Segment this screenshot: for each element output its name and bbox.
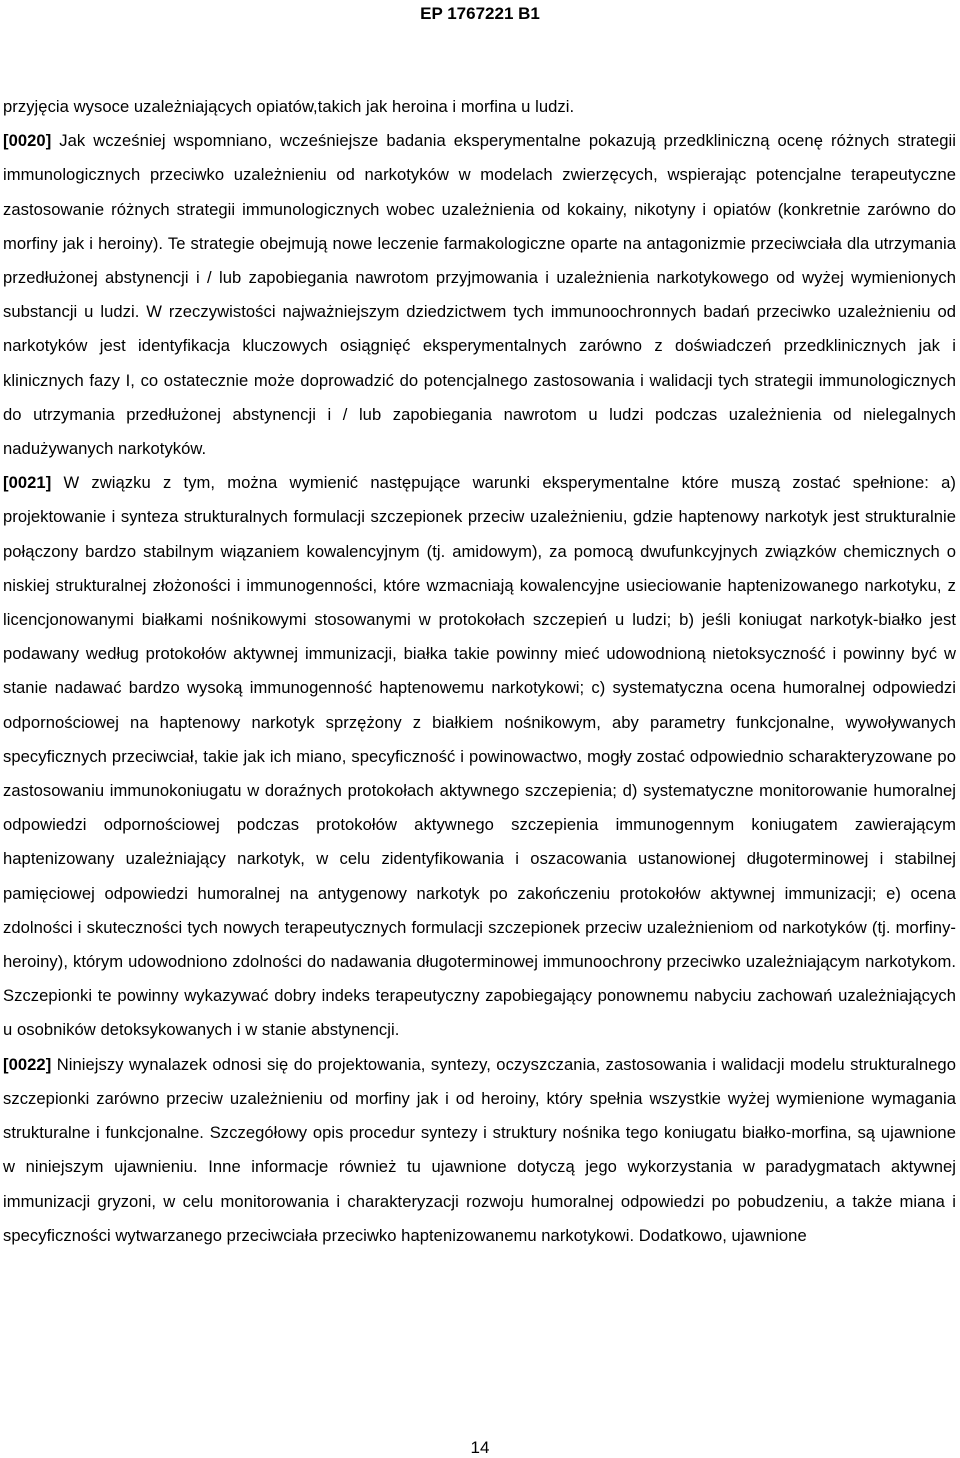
- paragraph-text: Niniejszy wynalazek odnosi się do projektowania, syntezy, oczyszczania, zastosowania i walidacji modelu strukturalnego szczepionki zarówno przeciw uzależnieniu od morfiny jak i od heroiny, który spełnia wszystkie wyżej wymienione wymagania strukturalne i funkcjonalne. Szczegółowy opis procedur syntezy i struktury nośnika tego koniugatu białko-morfina, są ujawnione w niniejszym ujawnieniu. Inne informacje również tu ujawnione dotyczą jego wykorzystania w paradygmatach aktywnej immunizacji gryzoni, w celu monitorowania i charakteryzacji rozwoju humoralnej odpowiedzi po pobudzeniu, a także miana i specyficzności wytwarzanego przeciwciała przeciwko haptenizowanemu narkotykowi. Dodatkowo, ujawnione: [3, 1054, 956, 1245]
- paragraph-0020: [3, 124, 956, 466]
- page-number: 14: [470, 1438, 490, 1457]
- paragraph-text: W związku z tym, można wymienić następujące warunki eksperymentalne które muszą zostać spełnione: a) projektowanie i synteza strukturalnych formulacji szczepionek przeciw uzależnieniu, gdzie haptenowy narkotyk jest strukturalnie połączony bardzo stabilnym wiązaniem kowalencyjnym (tj. amidowym), za pomocą dwufunkcyjnych związków chemicznych o niskiej strukturalnej złożoności i immunogenności, które wzmacniają kowalencyjne usieciowanie haptenizowanego narkotyku, z licencjonowanymi białkami nośnikowymi stosowanymi w protokołach szczepień u ludzi; b) jeśli koniugat narkotyk-białko jest podawany według protokołów aktywnej immunizacji, białka takie powinny mieć udowodnioną nietoksyczność i powinny być w stanie nadawać bardzo wysoką immunogenność haptenowemu narkotykowi; c) systematyczna ocena humoralnej odpowiedzi odpornościowej na haptenowy narkotyk sprzężony z białkiem nośnikowym, aby parametry funkcjonalne, wywoływanych specyficznych przeciwciał, takie jak ich miano, specyficzność i powinowactwo, mogły zostać odpowiednio scharakteryzowane po zastosowaniu immunokoniugatu w doraźnych protokołach aktywnego szczepienia; d) systematyczne monitorowanie humoralnej odpowiedzi odpornościowej podczas protokołów aktywnego szczepienia immunogennym koniugatem zawierającym haptenizowany uzależniający narkotyk, w celu zidentyfikowania i oszacowania ustanowionej długoterminowej i stabilnej pamięciowej odpowiedzi humoralnej na antygenowy narkotyk po zakończeniu protokołów aktywnej immunizacji; e) ocena zdolności i skuteczności tych nowych terapeutycznych formulacji szczepionek przeciw uzależnieniom od narkotyków (tj. morfiny-heroiny), którym udowodniono zdolności do nadawania długoterminowej immunoochrony przeciwko uzależniającym narkotykom. Szczepionki te powinny wykazywać dobry indeks terapeutyczny zapobiegający ponownemu nabyciu zachowań uzależniających u osobników detoksykowanych i w stanie abstynencji.: [3, 473, 956, 1040]
- paragraph-text: Jak wcześniej wspomniano, wcześniejsze badania eksperymentalne pokazują przedkliniczną ocenę różnych strategii immunologicznych przeciwko uzależnieniu od narkotyków w modelach zwierzęcych, wspierając potencjalne terapeutyczne zastosowanie różnych strategii immunologicznych wobec uzależnienia od kokainy, nikotyny i opiatów (konkretnie zarówno do morfiny jak i heroiny). Te strategie obejmują nowe leczenie farmakologiczne oparte na antagonizmie przeciwciała dla utrzymania przedłużonej abstynencji i / lub zapobiegania nawrotom przyjmowania i uzależnienia narkotykowego od wyżej wymienionych substancji u ludzi. W rzeczywistości najważniejszym dziedzictwem tych immunoochronnych badań przeciwko uzależnieniu od narkotyków jest identyfikacja kluczowych osiągnięć eksperymentalnych zarówno z doświadczeń przedklinicznych jak i klinicznych fazy I, co ostatecznie może doprowadzić do potencjalnego zastosowania i walidacji tych strategii immunologicznych do utrzymania przedłużonej abstynencji i / lub zapobiegania nawrotom u ludzi podczas uzależnienia od nielegalnych nadużywanych narkotyków.: [3, 131, 956, 459]
- paragraph-number: [0020]: [3, 131, 52, 151]
- paragraph-0022: [3, 1048, 956, 1253]
- document-id-header: EP 1767221 B1: [420, 4, 540, 23]
- paragraph-0021: [3, 466, 956, 1047]
- intro-text: przyjęcia wysoce uzależniających opiatów,takich jak heroina i morfina u ludzi.: [3, 97, 575, 116]
- paragraph-number: [0021]: [3, 473, 52, 493]
- paragraph-number: [0022]: [3, 1054, 52, 1074]
- document-body: [3, 90, 956, 1253]
